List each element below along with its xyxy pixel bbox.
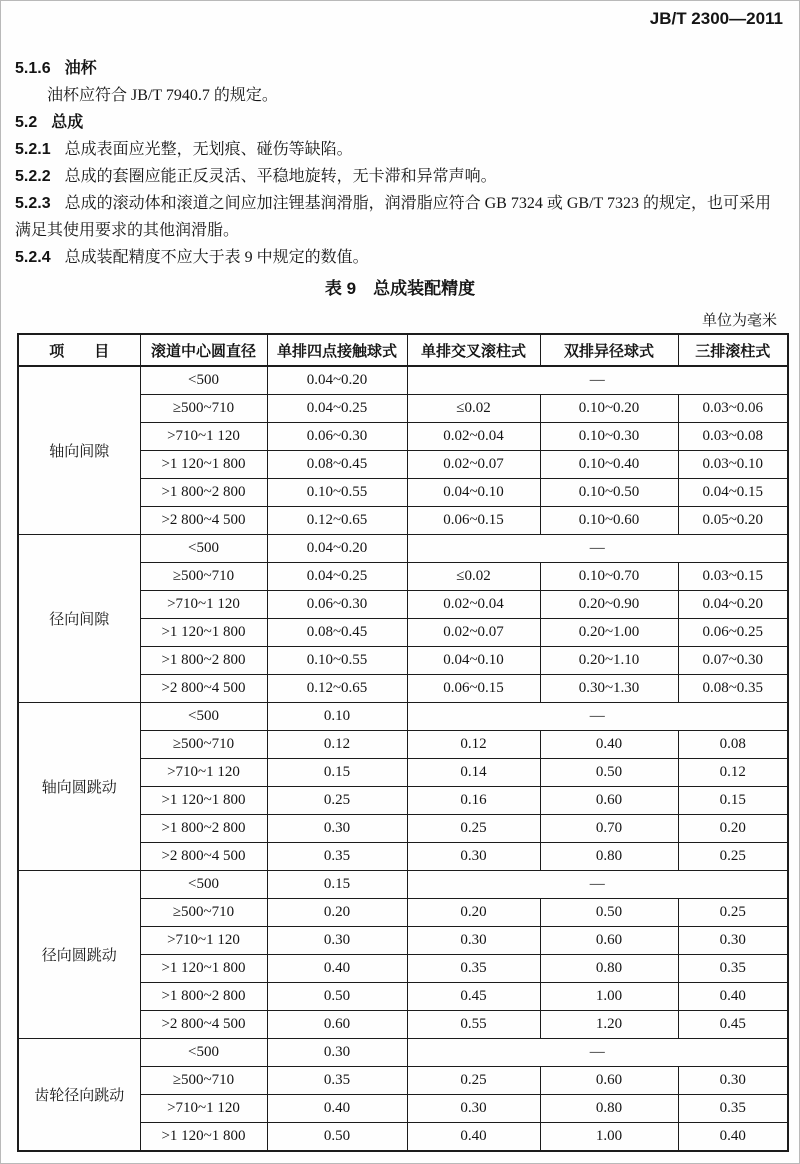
diameter-cell: >710~1 120 <box>140 927 267 955</box>
value-cell: 0.60 <box>540 1067 678 1095</box>
value-cell: 0.10~0.50 <box>540 479 678 507</box>
value-cell: 1.00 <box>540 1123 678 1152</box>
row-group-label: 齿轮径向跳动 <box>18 1039 140 1152</box>
value-cell: 0.30 <box>267 927 407 955</box>
table-row <box>18 871 788 899</box>
value-cell: 0.16 <box>407 787 540 815</box>
value-cell: 0.06~0.30 <box>267 591 407 619</box>
value-cell: 0.50 <box>267 983 407 1011</box>
section-number: 5.1.6 <box>15 60 51 77</box>
section-number: 5.2.2 <box>15 168 51 185</box>
dash-cell: — <box>407 703 788 731</box>
row-group-label: 径向间隙 <box>18 535 140 703</box>
value-cell: 0.40 <box>678 983 788 1011</box>
diameter-cell: >1 120~1 800 <box>140 451 267 479</box>
diameter-cell: >710~1 120 <box>140 1095 267 1123</box>
value-cell: 0.25 <box>678 899 788 927</box>
value-cell: 0.30 <box>407 1095 540 1123</box>
diameter-cell: >1 120~1 800 <box>140 619 267 647</box>
table-row <box>18 1039 788 1067</box>
value-cell: 0.12 <box>678 759 788 787</box>
dash-cell: — <box>407 535 788 563</box>
value-cell: ≤0.02 <box>407 563 540 591</box>
value-cell: 0.02~0.04 <box>407 423 540 451</box>
value-cell: 0.04~0.20 <box>267 366 407 395</box>
value-cell: 0.55 <box>407 1011 540 1039</box>
value-cell: 0.10~0.55 <box>267 647 407 675</box>
value-cell: 0.06~0.15 <box>407 507 540 535</box>
value-cell: 1.00 <box>540 983 678 1011</box>
diameter-cell: >710~1 120 <box>140 591 267 619</box>
value-cell: 0.12 <box>267 731 407 759</box>
section-number: 5.2.1 <box>15 141 51 158</box>
value-cell: 0.35 <box>678 955 788 983</box>
section-title: 油杯 <box>64 60 97 77</box>
paragraph-5-2-2 <box>15 163 785 190</box>
column-header: 三排滚柱式 <box>678 334 788 366</box>
dash-cell: — <box>407 871 788 899</box>
section-heading-5-2 <box>15 109 785 136</box>
value-cell: 0.25 <box>678 843 788 871</box>
column-header: 项 目 <box>18 334 140 366</box>
row-group-label: 轴向间隙 <box>18 366 140 535</box>
paragraph-oil-cup: 油杯应符合 JB/T 7940.7 的规定。 <box>47 87 278 104</box>
column-header: 滚道中心圆直径 <box>140 334 267 366</box>
value-cell: 0.06~0.30 <box>267 423 407 451</box>
value-cell: 0.60 <box>540 787 678 815</box>
row-group-label: 轴向圆跳动 <box>18 703 140 871</box>
value-cell: 0.02~0.04 <box>407 591 540 619</box>
value-cell: 1.20 <box>540 1011 678 1039</box>
table-row <box>18 703 788 731</box>
document-body <box>15 55 785 271</box>
diameter-cell: >2 800~4 500 <box>140 507 267 535</box>
diameter-cell: <500 <box>140 1039 267 1067</box>
value-cell: 0.08~0.45 <box>267 451 407 479</box>
section-number: 5.2.4 <box>15 249 51 266</box>
value-cell: 0.25 <box>407 1067 540 1095</box>
paragraph-text: 总成表面应光整，无划痕、碰伤等缺陷。 <box>64 141 353 158</box>
value-cell: 0.15 <box>678 787 788 815</box>
value-cell: 0.35 <box>407 955 540 983</box>
diameter-cell: <500 <box>140 703 267 731</box>
value-cell: 0.10~0.55 <box>267 479 407 507</box>
diameter-cell: >2 800~4 500 <box>140 1011 267 1039</box>
diameter-cell: >1 120~1 800 <box>140 787 267 815</box>
value-cell: 0.06~0.25 <box>678 619 788 647</box>
paragraph-text: 总成装配精度不应大于表 9 中规定的数值。 <box>64 249 369 266</box>
table-caption: 表 9 总成装配精度 <box>324 279 476 298</box>
value-cell: 0.30 <box>267 1039 407 1067</box>
value-cell: 0.08 <box>678 731 788 759</box>
diameter-cell: >1 120~1 800 <box>140 955 267 983</box>
value-cell: 0.02~0.07 <box>407 451 540 479</box>
value-cell: 0.50 <box>540 759 678 787</box>
diameter-cell: >1 800~2 800 <box>140 479 267 507</box>
value-cell: 0.20~0.90 <box>540 591 678 619</box>
value-cell: 0.40 <box>407 1123 540 1152</box>
value-cell: 0.10 <box>267 703 407 731</box>
value-cell: 0.10~0.60 <box>540 507 678 535</box>
value-cell: 0.14 <box>407 759 540 787</box>
paragraph-text: 总成的套圈应能正反灵活、平稳地旋转，无卡滞和异常声响。 <box>64 168 497 185</box>
value-cell: 0.03~0.08 <box>678 423 788 451</box>
value-cell: 0.08~0.45 <box>267 619 407 647</box>
value-cell: 0.10~0.20 <box>540 395 678 423</box>
table-body <box>18 366 788 1151</box>
value-cell: 0.04~0.25 <box>267 395 407 423</box>
diameter-cell: >1 120~1 800 <box>140 1123 267 1152</box>
value-cell: 0.80 <box>540 1095 678 1123</box>
value-cell: 0.30 <box>407 927 540 955</box>
table-9 <box>17 333 789 1152</box>
paragraph-5-2-3 <box>15 190 785 244</box>
value-cell: 0.12~0.65 <box>267 507 407 535</box>
column-header: 双排异径球式 <box>540 334 678 366</box>
value-cell: 0.30~1.30 <box>540 675 678 703</box>
value-cell: 0.80 <box>540 843 678 871</box>
value-cell: 0.50 <box>540 899 678 927</box>
diameter-cell: <500 <box>140 535 267 563</box>
section-number: 5.2 <box>15 114 38 131</box>
value-cell: 0.10~0.70 <box>540 563 678 591</box>
diameter-cell: ≥500~710 <box>140 1067 267 1095</box>
value-cell: 0.12 <box>407 731 540 759</box>
value-cell: 0.60 <box>540 927 678 955</box>
diameter-cell: ≥500~710 <box>140 563 267 591</box>
value-cell: 0.40 <box>267 1095 407 1123</box>
value-cell: 0.60 <box>267 1011 407 1039</box>
diameter-cell: >1 800~2 800 <box>140 983 267 1011</box>
diameter-cell: >1 800~2 800 <box>140 647 267 675</box>
paragraph-5-2-1 <box>15 136 785 163</box>
value-cell: 0.04~0.20 <box>678 591 788 619</box>
value-cell: 0.05~0.20 <box>678 507 788 535</box>
value-cell: 0.15 <box>267 871 407 899</box>
value-cell: 0.70 <box>540 815 678 843</box>
value-cell: 0.15 <box>267 759 407 787</box>
value-cell: 0.40 <box>678 1123 788 1152</box>
value-cell: 0.30 <box>267 815 407 843</box>
value-cell: 0.35 <box>267 1067 407 1095</box>
diameter-cell: ≥500~710 <box>140 731 267 759</box>
value-cell: 0.10~0.30 <box>540 423 678 451</box>
value-cell: 0.04~0.25 <box>267 563 407 591</box>
value-cell: 0.03~0.10 <box>678 451 788 479</box>
diameter-cell: >2 800~4 500 <box>140 675 267 703</box>
row-group-label: 径向圆跳动 <box>18 871 140 1039</box>
value-cell: 0.04~0.15 <box>678 479 788 507</box>
value-cell: 0.02~0.07 <box>407 619 540 647</box>
diameter-cell: ≥500~710 <box>140 395 267 423</box>
table-row <box>18 366 788 395</box>
value-cell: 0.03~0.15 <box>678 563 788 591</box>
value-cell: 0.30 <box>678 927 788 955</box>
value-cell: 0.80 <box>540 955 678 983</box>
value-cell: 0.12~0.65 <box>267 675 407 703</box>
value-cell: 0.08~0.35 <box>678 675 788 703</box>
table-row <box>18 535 788 563</box>
diameter-cell: <500 <box>140 871 267 899</box>
value-cell: 0.45 <box>407 983 540 1011</box>
value-cell: 0.04~0.10 <box>407 479 540 507</box>
value-cell: 0.25 <box>267 787 407 815</box>
value-cell: 0.40 <box>540 731 678 759</box>
diameter-cell: >1 800~2 800 <box>140 815 267 843</box>
dash-cell: — <box>407 366 788 395</box>
value-cell: 0.03~0.06 <box>678 395 788 423</box>
value-cell: 0.25 <box>407 815 540 843</box>
value-cell: 0.50 <box>267 1123 407 1152</box>
value-cell: 0.06~0.15 <box>407 675 540 703</box>
value-cell: 0.10~0.40 <box>540 451 678 479</box>
value-cell: 0.40 <box>267 955 407 983</box>
value-cell: 0.04~0.10 <box>407 647 540 675</box>
value-cell: 0.35 <box>267 843 407 871</box>
column-header: 单排四点接触球式 <box>267 334 407 366</box>
value-cell: 0.20 <box>267 899 407 927</box>
value-cell: 0.20~1.00 <box>540 619 678 647</box>
diameter-cell: >710~1 120 <box>140 759 267 787</box>
diameter-cell: >710~1 120 <box>140 423 267 451</box>
paragraph-text: 总成的滚动体和滚道之间应加注锂基润滑脂，润滑脂应符合 GB 7324 或 GB/T 7323 的规定，也可采用满足其使用要求的其他润滑脂。 <box>15 195 771 239</box>
value-cell: 0.30 <box>407 843 540 871</box>
value-cell: ≤0.02 <box>407 395 540 423</box>
value-cell: 0.04~0.20 <box>267 535 407 563</box>
diameter-cell: >2 800~4 500 <box>140 843 267 871</box>
value-cell: 0.20 <box>678 815 788 843</box>
section-heading-5-1-6 <box>15 55 785 82</box>
section-title: 总成 <box>51 114 84 131</box>
column-header: 单排交叉滚柱式 <box>407 334 540 366</box>
value-cell: 0.20~1.10 <box>540 647 678 675</box>
unit-note: 单位为毫米 <box>701 313 777 329</box>
value-cell: 0.30 <box>678 1067 788 1095</box>
value-cell: 0.07~0.30 <box>678 647 788 675</box>
diameter-cell: ≥500~710 <box>140 899 267 927</box>
paragraph-5-2-4 <box>15 244 785 271</box>
value-cell: 0.35 <box>678 1095 788 1123</box>
dash-cell: — <box>407 1039 788 1067</box>
diameter-cell: <500 <box>140 366 267 395</box>
value-cell: 0.45 <box>678 1011 788 1039</box>
section-number: 5.2.3 <box>15 195 51 212</box>
value-cell: 0.20 <box>407 899 540 927</box>
table-header-row <box>18 334 788 366</box>
standard-number: JB/T 2300—2011 <box>649 9 783 28</box>
